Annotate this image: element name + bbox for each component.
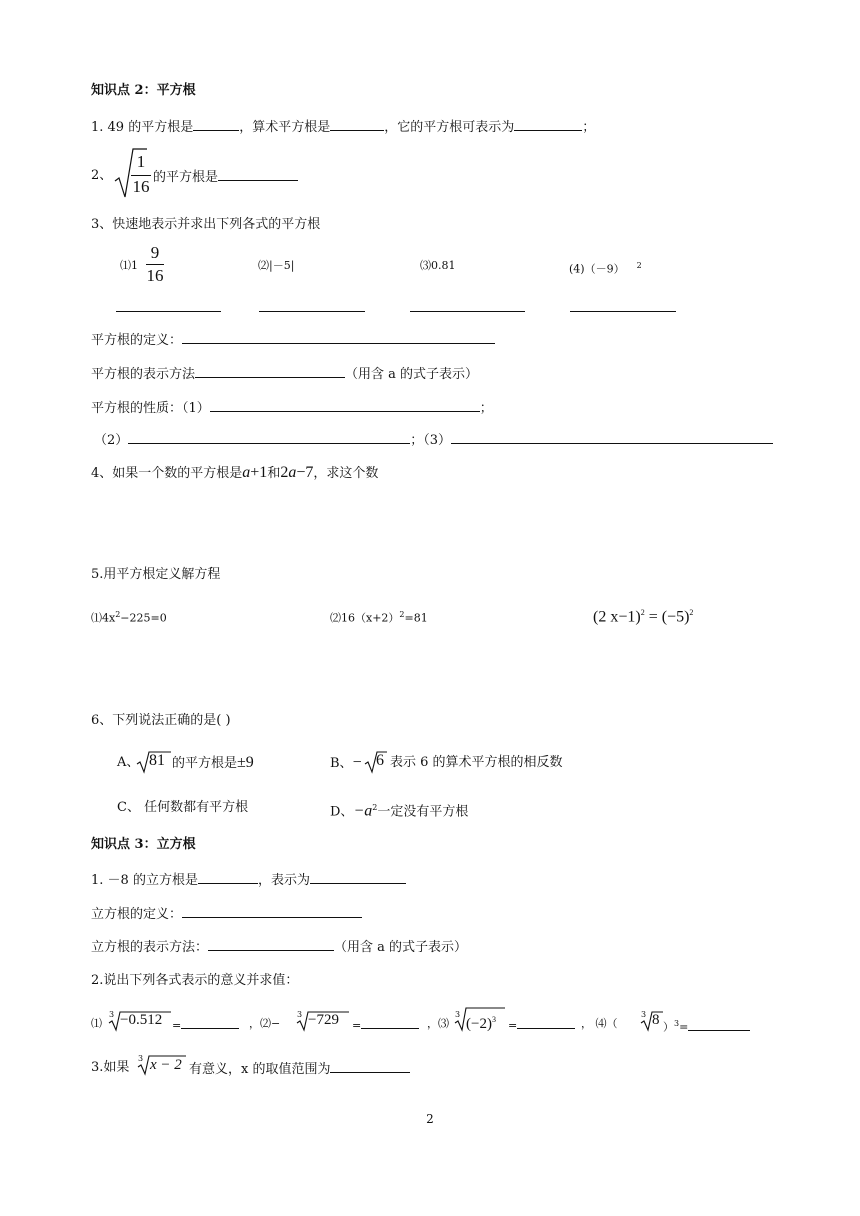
cbrt-representation-hint: （用含 a 的式子表示） [334,940,468,955]
option-d[interactable] [330,799,468,821]
expr-1-label: ⑴ [91,1017,102,1030]
close-paren: ） [663,1020,674,1034]
expr-4-sup: 3 [674,1019,680,1028]
cbrt-representation [91,937,467,957]
option-d-text: 一定没有平方根 [377,804,469,820]
expr-2-radicand: −729 [308,1012,339,1028]
answer-line[interactable] [116,311,221,312]
answer-blank[interactable] [310,870,406,884]
answer-blank[interactable] [451,430,773,444]
definition-label: 平方根的定义： [91,333,183,348]
sqrt-properties [91,398,493,418]
expr-1-eq [172,1015,239,1035]
option-a-value: ±9 [237,754,254,771]
answer-blank[interactable] [208,937,334,951]
neg-a: −a [353,802,373,820]
expr-3-eq [508,1015,575,1035]
var-a: a [242,464,251,481]
eq2-a: ⑵16（x+2） [330,611,400,625]
option-a-text [172,754,254,773]
cube-root-index: 3 [455,1010,461,1019]
eq1-a: ⑴4x [91,611,116,625]
var-a: a [288,464,297,481]
question-2-1 [91,117,595,137]
option-b[interactable] [330,754,362,773]
sqrt-properties-2 [94,430,773,450]
square-sup: 2 [372,803,378,812]
q1-text-a: 1. 49 的平方根是 [91,120,194,135]
eq1-b: −225=0 [120,611,167,625]
q3-1-text-b: ，表示为 [257,873,310,888]
option-c[interactable]: C、 任何数都有平方根 [117,800,249,815]
expr-4-radicand: 8 [652,1012,660,1028]
option-d-label: D、 [330,804,354,820]
q3-3-text-b: 有意义，x 的取值范围为 [189,1062,331,1077]
option-a-label: A、 [117,755,140,770]
q4-text-a: 4、如果一个数的平方根是 [91,466,243,481]
q3-item-3: ⑶0.81 [420,259,456,272]
cube-root-index: 3 [138,1054,144,1063]
option-a-post: 的平方根是 [172,756,238,771]
q3-item-4-sup: 2 [636,261,642,270]
answer-blank[interactable] [218,167,298,181]
q3-1-text-a: 1. －8 的立方根是 [91,873,198,888]
answer-blank[interactable] [514,117,582,131]
section-2-title: 知识点 2：平方根 [91,83,196,98]
option-b-radicand: 6 [376,752,384,769]
expr-1-radicand: −0.512 [120,1012,163,1028]
answer-blank[interactable] [517,1015,575,1029]
expr-3-radicand [466,1011,496,1033]
cbrt-definition-label: 立方根的定义： [91,907,183,922]
property-3-label: ；（3） [410,433,452,448]
answer-blank[interactable] [688,1017,750,1031]
answer-blank[interactable] [182,904,362,918]
q1-text-b: ，算术平方根是 [239,120,331,135]
answer-blank[interactable] [330,117,384,131]
q2-post-text: 的平方根是 [153,170,219,185]
eq3-a: (2 x−1) [593,608,641,626]
answer-line[interactable] [570,311,676,312]
minus-seven: −7 [296,464,314,481]
q1-text-d: ； [582,120,596,135]
q2-label: 2、 [91,168,113,183]
expr-3-base: (−2) [466,1016,492,1032]
option-b-text: 表示 6 的算术平方根的相反数 [390,755,563,770]
q3-item-2: ⑵|－5| [258,259,295,272]
coef-2: 2 [280,464,289,481]
cube-root-index: 3 [641,1010,647,1019]
expr-2-eq [352,1015,419,1035]
eq2-sup: 2 [399,610,405,619]
q3-item-1-prefix: ⑴1 [120,259,138,272]
question-2-6: 6、下列说法正确的是( ) [91,713,231,728]
plus-one: +1 [250,464,268,481]
expr-3-sup: 3 [491,1015,496,1024]
eq1-sup: 2 [115,610,121,619]
q4-text-b: 和 [267,466,281,481]
eq2-b: =81 [404,611,428,625]
fraction-numerator: 1 [136,152,146,171]
q4-text-c: ，求这个数 [313,466,379,481]
cube-root-index: 3 [297,1010,303,1019]
expr-4-tail [663,1015,750,1037]
option-b-label: B、 [330,756,353,771]
answer-blank[interactable] [198,870,258,884]
question-2-5: 5.用平方根定义解方程 [91,567,221,582]
sqrt-representation [91,364,478,384]
answer-blank[interactable] [181,1015,239,1029]
equation-3 [593,604,693,626]
answer-blank[interactable] [330,1059,410,1073]
equation-2 [330,606,428,628]
equals-sign: = [172,1019,182,1032]
fraction-bar [131,175,151,176]
question-3-1 [91,870,406,890]
fraction-bar [146,264,164,265]
answer-blank[interactable] [210,398,480,412]
cube-root-index: 3 [109,1010,115,1019]
fraction-denominator: 16 [132,177,150,196]
answer-line[interactable] [259,311,365,312]
expr-4-label: ， ⑷（ [581,1017,618,1030]
q3-item-4 [569,257,642,279]
answer-blank[interactable] [182,330,495,344]
question-3-3-text [189,1059,410,1079]
answer-line[interactable] [410,311,525,312]
q3-item-4-text: (4)（－9） [569,262,625,276]
page-number: 2 [426,1112,434,1126]
q2-text [153,167,298,187]
minus-sign: − [352,754,362,771]
properties-label: 平方根的性质：（1） [91,401,210,416]
expr-3-label: ，⑶ [427,1017,449,1030]
q3-3-radicand: x − 2 [150,1057,182,1073]
question-2-3: 3、快速地表示并求出下列各式的平方根 [91,217,321,232]
property-2-label: （2） [94,433,129,448]
representation-label: 平方根的表示方法 [91,367,196,382]
equation-1 [91,606,167,628]
eq3-b: = (−5) [644,608,690,626]
sqrt-definition [91,330,495,350]
equals-sign: = [352,1019,362,1032]
representation-hint: （用含 a 的式子表示） [345,367,479,382]
section-3-title: 知识点 3：立方根 [91,837,196,852]
equals-sign: = [679,1020,689,1034]
q1-text-c: ，它的平方根可表示为 [384,120,515,135]
answer-blank[interactable] [195,364,345,378]
option-a-radicand: 81 [149,752,165,769]
question-2-4 [91,464,378,483]
cbrt-representation-label: 立方根的表示方法： [91,940,209,955]
expr-2-label: ，⑵− [249,1017,281,1030]
answer-blank[interactable] [128,430,410,444]
semicolon: ； [479,401,493,416]
equals-sign: = [508,1019,518,1032]
answer-blank[interactable] [361,1015,419,1029]
cbrt-definition [91,904,362,924]
eq3-sup2: 2 [689,608,694,617]
question-3-3-prefix: 3.如果 [91,1060,130,1075]
q3-item-1-num: 9 [150,243,160,262]
q3-item-1-den: 16 [146,266,164,285]
answer-blank[interactable] [193,117,239,131]
question-3-2: 2.说出下列各式表示的意义并求值： [91,973,299,988]
eq3-sup: 2 [640,608,645,617]
